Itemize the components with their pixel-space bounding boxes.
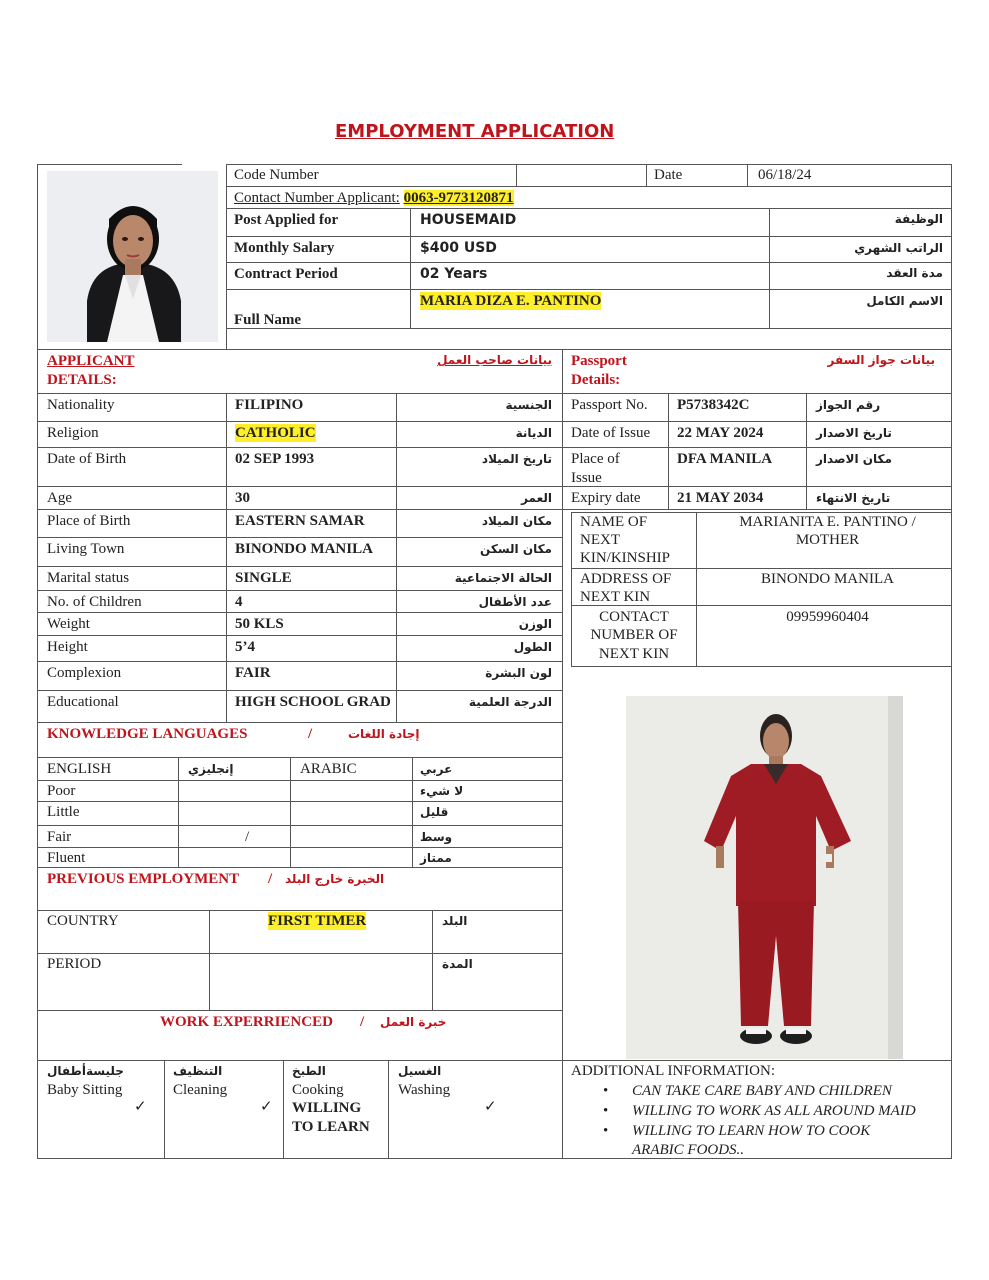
applicant-row-label: Date of Birth <box>47 451 127 467</box>
passport-no-label: Passport No. <box>571 397 648 413</box>
applicant-row-label: Religion <box>47 425 99 441</box>
applicant-row-label: Weight <box>47 616 90 632</box>
passport-header: Passport <box>571 353 627 369</box>
lang-level-arabic: وسط <box>420 830 453 844</box>
salary-arabic: الراتب الشهري <box>854 241 943 255</box>
additional-item: CAN TAKE CARE BABY AND CHILDREN <box>632 1083 892 1099</box>
skill-cleaning: Cleaning <box>173 1082 228 1098</box>
salary-value: $400 USD <box>420 240 497 256</box>
applicant-row-arabic: مكان السكن <box>480 542 552 556</box>
applicant-row-arabic: لون البشرة <box>485 666 552 680</box>
applicant-row-arabic: الدرجة العلمية <box>468 695 552 709</box>
kin-address-label: ADDRESS OF <box>580 571 672 587</box>
applicant-row-label: Living Town <box>47 541 125 557</box>
page-title: EMPLOYMENT APPLICATION <box>335 121 615 142</box>
kin-name-label-2: NEXT <box>580 532 620 548</box>
languages-header-arabic: إجادة اللغات <box>348 727 420 741</box>
kin-name-label-3: KIN/KINSHIP <box>580 550 670 566</box>
post-label: Post Applied for <box>234 212 339 228</box>
contact-number-label: Contact Number Applicant: <box>234 190 400 206</box>
skill-cooking: Cooking <box>292 1082 344 1098</box>
applicant-header-2: DETAILS: <box>47 372 117 388</box>
lang-level-arabic: ممتاز <box>420 851 452 865</box>
applicant-row-value: CATHOLIC <box>235 425 316 441</box>
lang-level-arabic: قليل <box>420 805 449 819</box>
kin-contact-label: CONTACT <box>599 609 669 625</box>
skill-babysitting-check: ✓ <box>134 1099 147 1115</box>
date-value: 06/18/24 <box>758 167 812 183</box>
applicant-full-body-photo <box>626 696 903 1059</box>
period-arabic: المدة <box>442 957 473 971</box>
passport-no-value: P5738342C <box>677 397 750 413</box>
work-header: WORK EXPERRIENCED <box>160 1014 333 1030</box>
applicant-row-label: Height <box>47 639 88 655</box>
expiry-label: Expiry date <box>571 490 641 506</box>
lang-arabic: ARABIC <box>300 761 357 777</box>
applicant-row-arabic: الحالة الاجتماعية <box>454 571 552 585</box>
lang-level-label: Little <box>47 804 80 820</box>
skill-cleaning-check: ✓ <box>260 1099 273 1115</box>
full-name-label: Full Name <box>234 312 302 328</box>
contract-label: Contract Period <box>234 266 338 282</box>
full-name-value: MARIA DIZA E. PANTINO <box>420 293 602 309</box>
lang-english-arabic: إنجليزي <box>188 762 234 776</box>
applicant-row-label: Age <box>47 490 72 506</box>
skill-cooking-note-2: TO LEARN <box>292 1119 370 1135</box>
applicant-row-value: HIGH SCHOOL GRAD <box>235 694 391 710</box>
issue-date-label: Date of Issue <box>571 425 651 441</box>
bullet: • <box>603 1103 609 1119</box>
applicant-row-arabic: الجنسية <box>505 398 552 412</box>
previous-header-sep: / <box>268 871 273 887</box>
applicant-row-arabic: العمر <box>521 491 552 505</box>
kin-name-value: MARIANITA E. PANTINO / <box>739 514 916 530</box>
applicant-row-label: Nationality <box>47 397 115 413</box>
date-label: Date <box>654 167 683 183</box>
applicant-row-label: Place of Birth <box>47 513 131 529</box>
kin-address-label-2: NEXT KIN <box>580 589 651 605</box>
code-number-label: Code Number <box>234 167 319 183</box>
skill-washing-check: ✓ <box>484 1099 497 1115</box>
country-label: COUNTRY <box>47 913 119 929</box>
lang-arabic-arabic: عربي <box>420 762 453 776</box>
full-name-arabic: الاسم الكامل <box>866 294 943 308</box>
salary-label: Monthly Salary <box>234 240 335 256</box>
period-label: PERIOD <box>47 956 102 972</box>
kin-name-value-2: MOTHER <box>795 532 860 548</box>
lang-level-label: Poor <box>47 783 76 799</box>
contract-arabic: مدة العقد <box>886 266 943 280</box>
applicant-row-value: 30 <box>235 490 250 506</box>
kin-contact-value: 09959960404 <box>786 609 869 625</box>
issue-place-label: Place of <box>571 451 620 467</box>
applicant-row-label: Complexion <box>47 665 122 681</box>
applicant-row-arabic: عدد الأطفال <box>478 595 552 609</box>
applicant-row-value: 5’4 <box>235 639 255 655</box>
skill-washing-arabic: الغسيل <box>398 1064 442 1078</box>
kin-address-value: BINONDO MANILA <box>761 571 894 587</box>
kin-contact-label-3: NEXT KIN <box>598 646 670 662</box>
expiry-value: 21 MAY 2034 <box>677 490 764 506</box>
skill-cooking-note: WILLING <box>292 1100 362 1116</box>
bullet: • <box>603 1083 609 1099</box>
applicant-header-arabic: بيانات صاحب العمل <box>437 353 552 367</box>
applicant-row-label: Educational <box>47 694 119 710</box>
applicant-row-label: No. of Children <box>47 594 142 610</box>
issue-place-value: DFA MANILA <box>677 451 773 467</box>
applicant-headshot <box>47 171 218 342</box>
applicant-row-arabic: الديانة <box>515 426 552 440</box>
languages-header-sep: / <box>308 726 313 742</box>
passport-no-arabic: رقم الجواز <box>816 398 881 412</box>
applicant-row-value: EASTERN SAMAR <box>235 513 365 529</box>
languages-header: KNOWLEDGE LANGUAGES <box>47 726 248 742</box>
kin-contact-label-2: NUMBER OF <box>590 627 678 643</box>
applicant-row-arabic: تاريخ الميلاد <box>481 452 552 466</box>
issue-date-arabic: تاريخ الاصدار <box>816 426 892 440</box>
issue-place-label-2: Issue <box>571 470 602 486</box>
skill-washing: Washing <box>398 1082 451 1098</box>
lang-english-mark: / <box>245 829 250 845</box>
skill-cooking-arabic: الطبخ <box>292 1064 326 1078</box>
lang-english: ENGLISH <box>47 761 112 777</box>
country-arabic: البلد <box>442 914 468 928</box>
previous-header-arabic: الخبرة خارج البلد <box>285 872 385 886</box>
skill-babysitting-arabic: جليسةأطفال <box>47 1064 124 1078</box>
applicant-row-label: Marital status <box>47 570 130 586</box>
contact-number-row <box>234 189 514 207</box>
applicant-row-value: FAIR <box>235 665 271 681</box>
contact-number-value: 0063-9773120871 <box>403 190 514 206</box>
issue-date-value: 22 MAY 2024 <box>677 425 764 441</box>
applicant-row-value: FILIPINO <box>235 397 304 413</box>
applicant-row-value: SINGLE <box>235 570 292 586</box>
work-header-sep: / <box>360 1014 365 1030</box>
applicant-header: APPLICANT <box>47 353 135 369</box>
applicant-row-arabic: الطول <box>513 640 552 654</box>
work-header-arabic: خبرة العمل <box>380 1015 447 1029</box>
expiry-arabic: تاريخ الانتهاء <box>816 491 891 505</box>
passport-header-2: Details: <box>571 372 621 388</box>
issue-place-arabic: مكان الاصدار <box>816 452 892 466</box>
contract-value: 02 Years <box>420 266 488 282</box>
applicant-row-value: 4 <box>235 594 243 610</box>
additional-item-cont: ARABIC FOODS.. <box>632 1142 745 1158</box>
skill-babysitting: Baby Sitting <box>47 1082 123 1098</box>
previous-header: PREVIOUS EMPLOYMENT <box>47 871 240 887</box>
applicant-row-value: 50 KLS <box>235 616 284 632</box>
post-arabic: الوظيفة <box>894 212 943 226</box>
applicant-row-arabic: الوزن <box>518 617 552 631</box>
lang-level-label: Fluent <box>47 850 86 866</box>
applicant-row-value: 02 SEP 1993 <box>235 451 315 467</box>
applicant-row-value: BINONDO MANILA <box>235 541 373 557</box>
additional-info-title: ADDITIONAL INFORMATION: <box>571 1063 776 1079</box>
passport-header-arabic: بيانات جواز السفر <box>827 353 935 367</box>
lang-level-label: Fair <box>47 829 72 845</box>
post-value: HOUSEMAID <box>420 212 517 228</box>
skill-cleaning-arabic: التنظيف <box>173 1064 223 1078</box>
lang-level-arabic: لا شيء <box>420 784 464 798</box>
applicant-row-arabic: مكان الميلاد <box>481 514 552 528</box>
bullet: • <box>603 1123 609 1139</box>
additional-item: WILLING TO LEARN HOW TO COOK <box>632 1123 871 1139</box>
country-value: FIRST TIMER <box>268 913 367 929</box>
additional-item: WILLING TO WORK AS ALL AROUND MAID <box>632 1103 916 1119</box>
kin-name-label: NAME OF <box>580 514 648 530</box>
